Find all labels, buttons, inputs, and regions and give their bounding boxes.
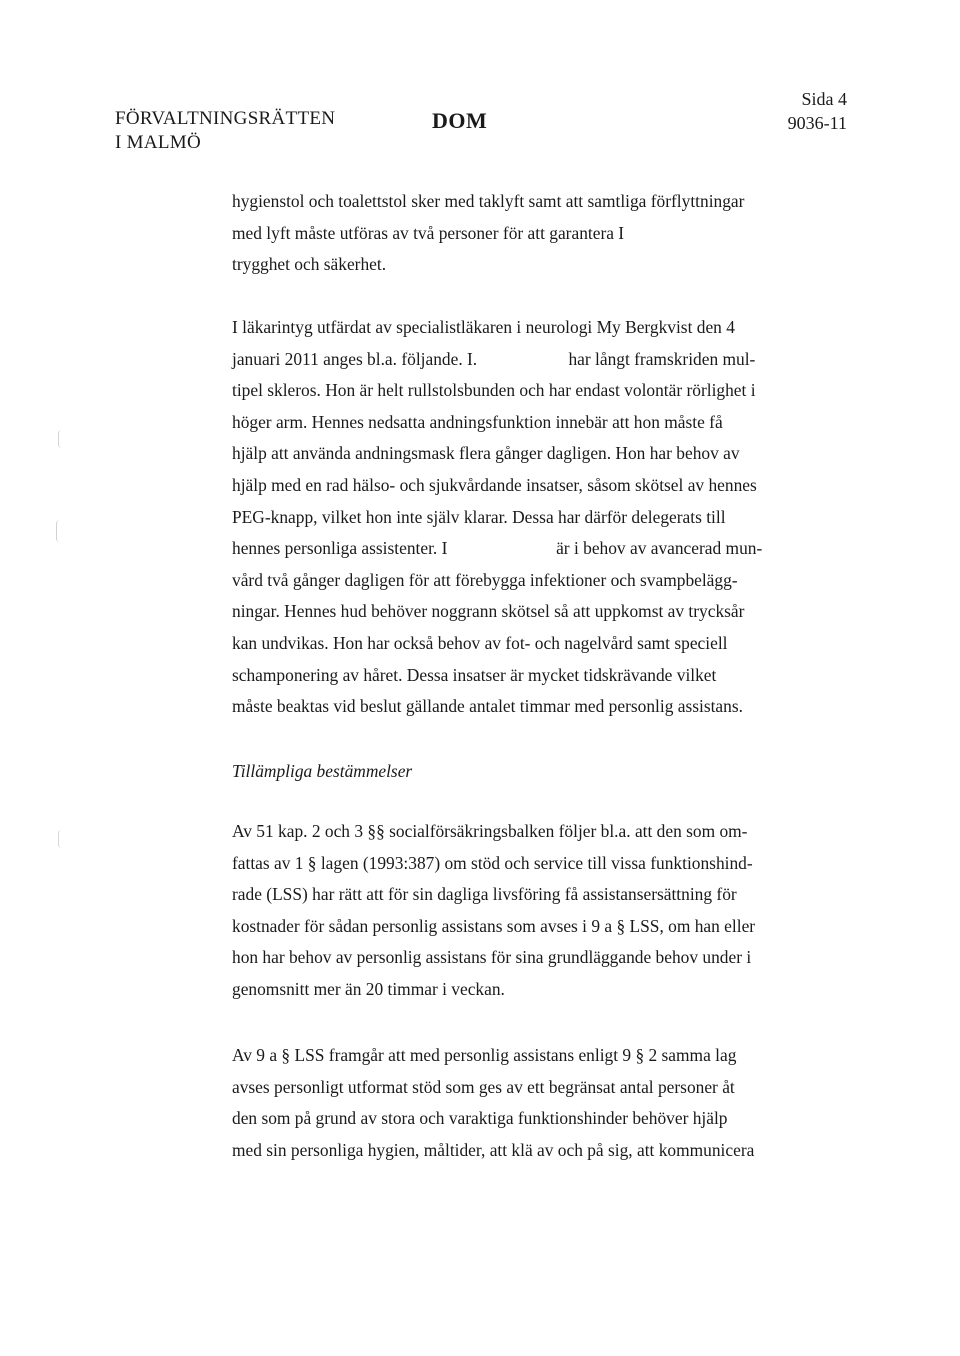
text-line: hon har behov av personlig assistans för sina grundläggande behov under i — [232, 947, 752, 968]
court-name — [115, 107, 335, 155]
text-line: kan undvikas. Hon har också behov av fot- och nagelvård samt speciell — [232, 632, 728, 653]
scan-mark — [58, 430, 65, 448]
text-line: genomsnitt mer än 20 timmar i veckan. — [232, 978, 505, 999]
text-line: I läkarintyg utfärdat av specialistläkaren i neurologi My Bergkvist den 4 — [232, 317, 735, 337]
document-type-title: DOM — [432, 108, 488, 133]
text-line: PEG-knapp, vilket hon inte själv klarar. Dessa har därför delegerats till — [232, 506, 726, 527]
scan-margin-marks — [40, 430, 70, 830]
text-line: trygghet och säkerhet. — [232, 254, 387, 275]
text-line: vård två gånger dagligen för att förebygga infektioner och svampbelägg- — [232, 569, 738, 590]
text-line: avses personligt utformat stöd som ges av ett begränsat antal personer åt — [232, 1076, 735, 1097]
court-name-line-1: FÖRVALTNINGSRÄTTEN — [115, 108, 336, 129]
text-line: schamponering av håret. Dessa insatser är mycket tidskrävande vilket — [232, 664, 717, 685]
paragraph-assistance-transfers — [232, 186, 792, 281]
text-line: ningar. Hennes hud behöver noggrann skötsel så att uppkomst av trycksår — [232, 601, 745, 622]
text-line: kostnader för sådan personlig assistans som avses i 9 a § LSS, om han eller — [232, 915, 756, 936]
paragraph-social-insurance-code — [232, 816, 792, 1006]
text-line: tipel skleros. Hon är helt rullstolsbunden och har endast volontär rörlighet i — [232, 380, 756, 401]
text-line: rade (LSS) har rätt att för sin dagliga livsföring få assistansersättning för — [232, 884, 737, 905]
case-number: 9036-11 — [787, 113, 847, 133]
text-line: januari 2011 anges bl.a. följande. I. har långt framskriden mul- — [232, 348, 756, 369]
paragraph-lss-definition — [232, 1040, 792, 1166]
scan-mark — [56, 520, 63, 542]
text-line: måste beaktas vid beslut gällande antalet timmar med personlig assistans. — [232, 696, 743, 717]
section-heading-applicable-provisions: Tillämpliga bestämmelser — [232, 761, 413, 781]
text-line: hygienstol och toalettstol sker med taklyft samt att samtliga förflyttningar — [232, 191, 745, 211]
text-line: den som på grund av stora och varaktiga funktionshinder behöver hjälp — [232, 1108, 728, 1129]
paragraph-medical-certificate — [232, 312, 792, 723]
text-line: Av 9 a § LSS framgår att med personlig assistans enligt 9 § 2 samma lag — [232, 1045, 737, 1065]
text-line: hjälp med en rad hälso- och sjukvårdande insatser, såsom skötsel av hennes — [232, 474, 757, 495]
text-line: hjälp att använda andningsmask flera gånger dagligen. Hon har behov av — [232, 443, 740, 464]
text-line: med lyft måste utföras av två personer för att garantera I — [232, 222, 625, 243]
text-line: med sin personliga hygien, måltider, att klä av och på sig, att kommunicera — [232, 1139, 755, 1160]
text-line: Av 51 kap. 2 och 3 §§ socialförsäkringsbalken följer bl.a. att den som om- — [232, 821, 748, 841]
scan-mark — [58, 830, 65, 848]
court-name-line-2: I MALMÖ — [115, 132, 202, 153]
text-line: höger arm. Hennes nedsatta andningsfunktion innebär att hon måste få — [232, 411, 723, 432]
page-number: Sida 4 — [801, 89, 847, 109]
text-line: fattas av 1 § lagen (1993:387) om stöd och service till vissa funktionshind- — [232, 852, 753, 873]
page-reference — [788, 87, 847, 135]
text-line: hennes personliga assistenter. I är i behov av avancerad mun- — [232, 538, 763, 559]
